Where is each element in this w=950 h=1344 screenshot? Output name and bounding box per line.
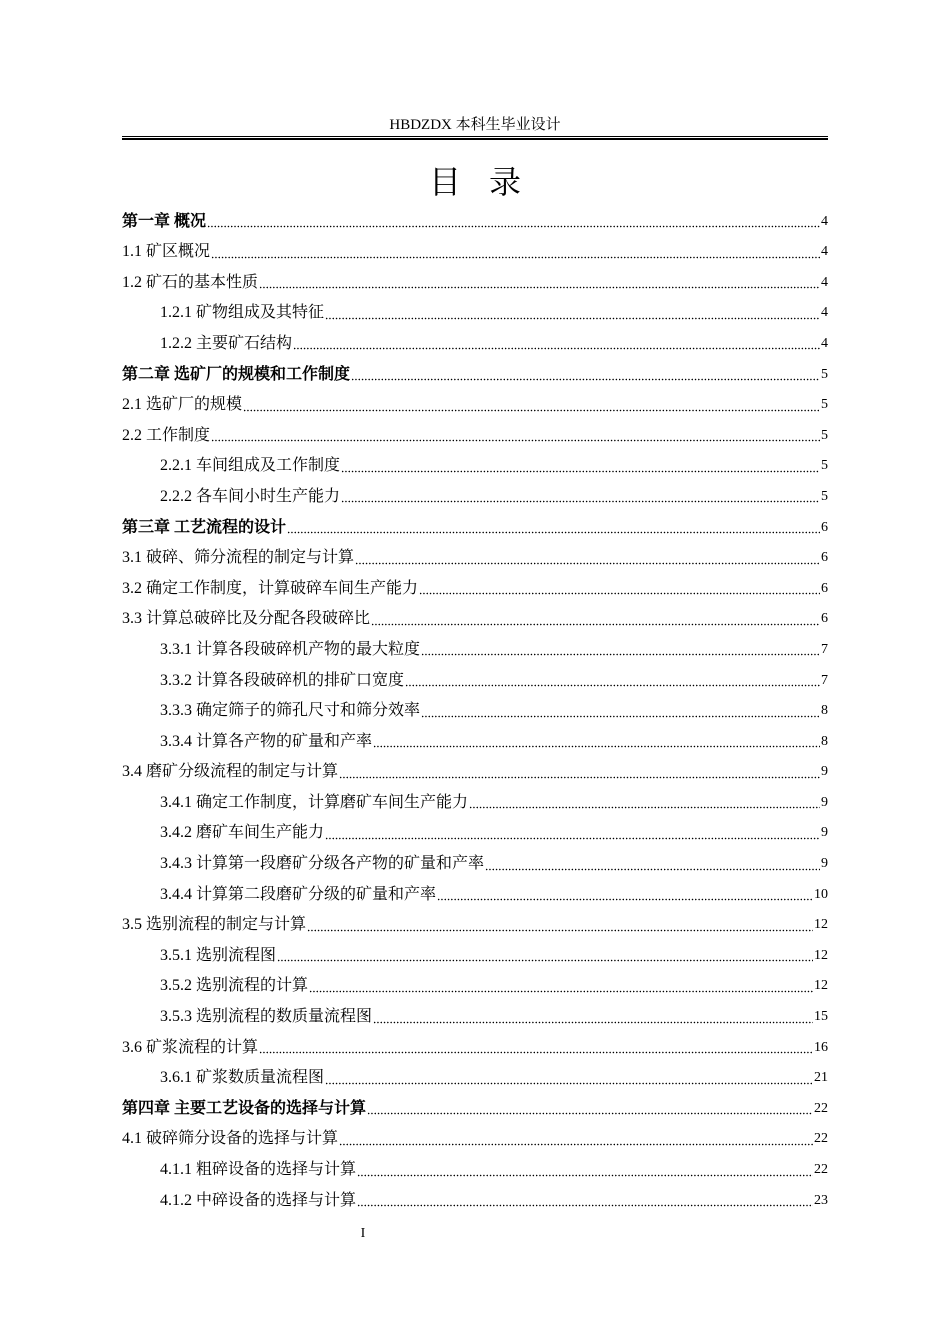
dot-leader: [339, 774, 820, 780]
dot-leader: [419, 591, 820, 597]
dot-leader: [277, 958, 813, 964]
dot-leader: [211, 254, 820, 260]
dot-leader: [307, 927, 813, 933]
toc-entry-page: 9: [821, 856, 828, 872]
toc-entry-page: 6: [821, 550, 828, 566]
toc-entry[interactable]: [122, 601, 828, 632]
dot-leader: [341, 499, 820, 505]
toc-entry[interactable]: [122, 295, 828, 326]
toc-entry-label: 3.4.2 磨矿车间生产能力: [160, 824, 325, 842]
toc-entry[interactable]: [122, 356, 828, 387]
toc-entry-page: 5: [821, 397, 828, 413]
toc-entry[interactable]: [122, 998, 828, 1029]
dot-leader: [243, 407, 820, 413]
toc-entry[interactable]: [122, 264, 828, 295]
toc-entry-page: 4: [821, 274, 828, 290]
toc-entry-label: 第一章 概况: [122, 212, 207, 230]
dot-leader: [287, 530, 820, 536]
dot-leader: [339, 1141, 813, 1147]
toc-entry-page: 22: [814, 1100, 828, 1116]
toc-entry-label: 1.2 矿石的基本性质: [122, 273, 259, 291]
toc-entry-label: 3.5.3 选别流程的数质量流程图: [160, 1008, 373, 1026]
toc-entry-page: 22: [814, 1131, 828, 1147]
toc-entry-label: 2.2 工作制度: [122, 426, 211, 444]
toc-entry[interactable]: [122, 845, 828, 876]
header-rule-thick: [122, 138, 828, 140]
dot-leader: [309, 988, 813, 994]
toc-entry-label: 3.4.4 计算第二段磨矿分级的矿量和产率: [160, 885, 437, 903]
toc-entry[interactable]: [122, 540, 828, 571]
toc-entry-page: 9: [821, 794, 828, 810]
toc-entry-label: 3.4 磨矿分级流程的制定与计算: [122, 763, 339, 781]
dot-leader: [293, 346, 820, 352]
toc-entry-page: 12: [814, 947, 828, 963]
toc-entry[interactable]: [122, 1121, 828, 1152]
dot-leader: [437, 897, 813, 903]
toc-entry-label: 1.2.1 矿物组成及其特征: [160, 304, 325, 322]
toc-entry-label: 3.5 选别流程的制定与计算: [122, 916, 307, 934]
toc-entry[interactable]: [122, 1090, 828, 1121]
toc-entry-label: 3.3.4 计算各产物的矿量和产率: [160, 732, 373, 750]
toc-entry[interactable]: [122, 448, 828, 479]
toc-entry-label: 3.4.3 计算第一段磨矿分级各产物的矿量和产率: [160, 855, 485, 873]
toc-entry[interactable]: [122, 754, 828, 785]
toc-entry-page: 4: [821, 213, 828, 229]
toc-entry[interactable]: [122, 968, 828, 999]
toc-entry-page: 8: [821, 703, 828, 719]
toc-entry[interactable]: [122, 1151, 828, 1182]
page-number: I: [360, 1226, 366, 1241]
toc-entry-page: 22: [814, 1162, 828, 1177]
toc-entry[interactable]: [122, 784, 828, 815]
toc-entry-label: 3.6 矿浆流程的计算: [122, 1038, 259, 1056]
toc-entry-label: 1.2.2 主要矿石结构: [160, 334, 293, 352]
toc-entry-page: 4: [821, 335, 828, 351]
toc-entry[interactable]: [122, 631, 828, 662]
table-of-contents: [122, 203, 828, 1213]
toc-entry[interactable]: [122, 417, 828, 448]
toc-entry-page: 5: [821, 427, 828, 443]
toc-entry[interactable]: [122, 693, 828, 724]
toc-entry[interactable]: [122, 478, 828, 509]
dot-leader: [211, 438, 820, 444]
toc-entry[interactable]: [122, 203, 828, 234]
toc-entry-label: 3.3.3 确定筛子的筛孔尺寸和筛分效率: [160, 702, 421, 720]
toc-entry-label: 2.2.2 各车间小时生产能力: [160, 487, 341, 505]
dot-leader: [325, 835, 820, 841]
toc-entry-label: 2.1 选矿厂的规模: [122, 396, 243, 414]
toc-entry[interactable]: [122, 815, 828, 846]
dot-leader: [373, 744, 820, 750]
toc-entry-label: 3.3.2 计算各段破碎机的排矿口宽度: [160, 671, 405, 689]
toc-entry-label: 3.5.2 选别流程的计算: [160, 977, 309, 995]
toc-entry-page: 21: [814, 1070, 828, 1086]
dot-leader: [373, 1019, 813, 1025]
toc-entry[interactable]: [122, 1029, 828, 1060]
toc-entry[interactable]: [122, 937, 828, 968]
toc-entry-page: 5: [821, 458, 828, 474]
toc-entry-page: 7: [821, 672, 828, 688]
toc-entry-label: 3.5.1 选别流程图: [160, 946, 277, 964]
toc-entry-page: 12: [814, 917, 828, 933]
toc-entry-label: 第三章 工艺流程的设计: [122, 518, 287, 536]
toc-entry[interactable]: [122, 570, 828, 601]
dot-leader: [259, 285, 820, 291]
dot-leader: [367, 1111, 813, 1117]
toc-entry-label: 4.1 破碎筛分设备的选择与计算: [122, 1130, 339, 1148]
dot-leader: [357, 1203, 813, 1209]
toc-entry[interactable]: [122, 1060, 828, 1091]
toc-entry[interactable]: [122, 662, 828, 693]
toc-entry-page: 6: [821, 519, 828, 535]
header-rule-thin: [122, 136, 828, 137]
toc-entry[interactable]: [122, 509, 828, 540]
toc-entry-page: 4: [821, 305, 828, 321]
toc-entry-page: 5: [821, 488, 828, 504]
toc-entry-page: 7: [821, 641, 828, 657]
toc-entry[interactable]: [122, 723, 828, 754]
dot-leader: [405, 683, 820, 689]
toc-entry-label: 2.2.1 车间组成及工作制度: [160, 457, 341, 475]
toc-entry-page: 6: [821, 580, 828, 596]
toc-entry-label: 第二章 选矿厂的规模和工作制度: [122, 365, 351, 383]
dot-leader: [325, 1080, 813, 1086]
toc-entry-label: 第四章 主要工艺设备的选择与计算: [122, 1099, 367, 1117]
toc-entry-label: 3.3 计算总破碎比及分配各段破碎比: [122, 610, 371, 628]
toc-entry-label: 3.4.1 确定工作制度，计算磨矿车间生产能力: [160, 793, 469, 811]
toc-entry[interactable]: [122, 387, 828, 418]
toc-entry[interactable]: [122, 234, 828, 265]
toc-entry-page: 12: [814, 978, 828, 994]
toc-entry-label: 3.6.1 矿浆数质量流程图: [160, 1069, 325, 1087]
toc-entry-page: 9: [821, 825, 828, 841]
running-header: HBDZDX 本科生毕业设计: [389, 117, 561, 133]
toc-entry-page: 23: [814, 1192, 828, 1208]
toc-entry-label: 4.1.1 粗碎设备的选择与计算: [160, 1161, 357, 1178]
toc-entry-label: 4.1.2 中碎设备的选择与计算: [160, 1191, 357, 1209]
toc-entry-label: 3.1 破碎、筛分流程的制定与计算: [122, 549, 355, 567]
toc-entry-page: 9: [821, 764, 828, 780]
dot-leader: [371, 621, 820, 627]
dot-leader: [325, 315, 820, 321]
dot-leader: [351, 377, 820, 383]
toc-entry-label: 3.3.1 计算各段破碎机产物的最大粒度: [160, 640, 421, 658]
toc-entry[interactable]: [122, 325, 828, 356]
toc-entry[interactable]: [122, 907, 828, 938]
toc-entry-page: 4: [821, 244, 828, 260]
toc-entry[interactable]: [122, 876, 828, 907]
toc-entry-page: 6: [821, 611, 828, 627]
toc-entry-page: 5: [821, 366, 828, 382]
dot-leader: [357, 1172, 813, 1178]
dot-leader: [355, 560, 820, 566]
dot-leader: [421, 652, 820, 658]
toc-entry[interactable]: [122, 1182, 828, 1213]
toc-entry-page: 8: [821, 733, 828, 749]
dot-leader: [341, 468, 820, 474]
toc-entry-page: 10: [814, 886, 828, 902]
dot-leader: [207, 224, 820, 230]
toc-title: 目录: [428, 163, 549, 201]
toc-entry-page: 16: [814, 1039, 828, 1055]
toc-entry-page: 15: [814, 1009, 828, 1025]
toc-entry-label: 3.2 确定工作制度，计算破碎车间生产能力: [122, 579, 419, 597]
toc-entry-label: 1.1 矿区概况: [122, 243, 211, 261]
dot-leader: [421, 713, 820, 719]
dot-leader: [259, 1050, 813, 1056]
dot-leader: [469, 805, 820, 811]
dot-leader: [485, 866, 820, 872]
